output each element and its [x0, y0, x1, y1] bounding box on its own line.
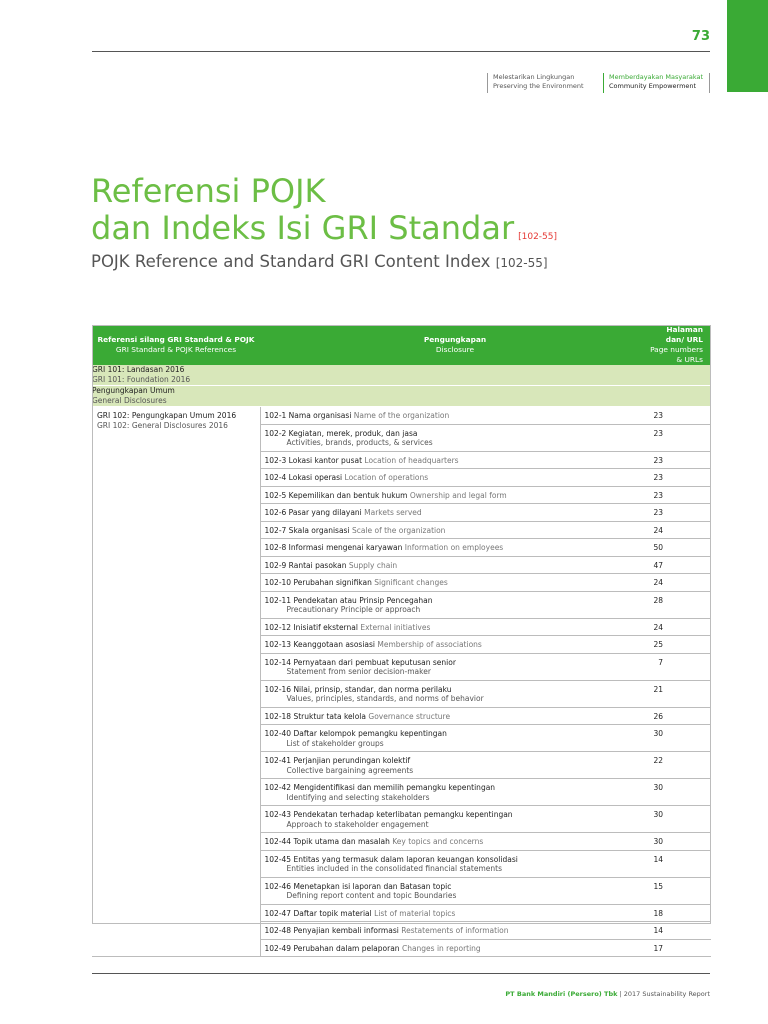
- page-reference: 22: [653, 756, 663, 765]
- page-reference: 50: [653, 543, 663, 552]
- disclosure-cell: [260, 850, 650, 877]
- disclosure-english: Identifying and selecting stakeholders: [286, 792, 430, 802]
- disclosure-code: 102-45 Entitas yang termasuk dalam laporan keuangan konsolidasi: [264, 854, 518, 864]
- page-number-cell: [650, 521, 711, 539]
- page-number-cell: [650, 539, 711, 557]
- header-pages-en: Page numbers & URLs: [650, 345, 703, 364]
- band-general-cell: [92, 386, 711, 407]
- disclosure-cell: [260, 636, 650, 654]
- bottom-divider: [92, 973, 710, 974]
- disclosure-code: 102-5 Kepemilikan dan bentuk hukum: [264, 490, 408, 500]
- header-disclosure-id: Pengungkapan: [423, 335, 487, 344]
- disclosure-english: Supply chain: [348, 560, 398, 570]
- header-references-id: Referensi silang GRI Standard & POJK: [97, 335, 255, 344]
- disclosure-cell: [260, 680, 650, 707]
- page-reference: 21: [653, 684, 663, 694]
- page-number-cell: [650, 850, 711, 877]
- disclosure-cell: [260, 424, 650, 451]
- disclosure-cell: [260, 752, 650, 779]
- disclosure-cell: [260, 779, 650, 806]
- page-reference: 14: [653, 926, 663, 935]
- disclosure-english: Membership of associations: [377, 640, 482, 649]
- disclosure-cell: [260, 591, 650, 618]
- table-row: [92, 407, 711, 425]
- disclosure-english: Precautionary Principle or approach: [286, 605, 421, 614]
- page-reference: 17: [653, 943, 663, 953]
- disclosure-code: 102-12 Inisiatif eksternal: [264, 622, 358, 632]
- page-reference: 30: [653, 810, 663, 819]
- page-footer: PT Bank Mandiri (Persero) Tbk | 2017 Sustainability Report: [505, 990, 710, 998]
- page-number-cell: [650, 469, 711, 487]
- page-reference: 23: [653, 473, 663, 482]
- band-foundation-cell: [92, 365, 711, 386]
- disclosure-code: 102-4 Lokasi operasi: [264, 473, 343, 482]
- disclosure-cell: [260, 556, 650, 574]
- title-line-2-text: dan Indeks Isi GRI Standar: [91, 209, 515, 247]
- footer-report: 2017 Sustainability Report: [623, 990, 710, 998]
- nav-section-community-id: Memberdayakan Masyarakat: [609, 73, 704, 81]
- page-reference: 14: [653, 854, 663, 864]
- disclosure-cell: [260, 618, 650, 636]
- page-reference: 24: [653, 622, 663, 632]
- disclosure-cell: [260, 451, 650, 469]
- page-number-cell: [650, 636, 711, 654]
- page-number-cell: [650, 939, 711, 957]
- header-disclosure-en: Disclosure: [435, 345, 475, 354]
- nav-section-environment-id: Melestarikan Lingkungan: [493, 73, 575, 81]
- page-number-cell: [650, 653, 711, 680]
- disclosure-code: 102-13 Keanggotaan asosiasi: [264, 640, 376, 649]
- disclosure-code: 102-1 Nama organisasi: [264, 411, 352, 420]
- page-number-cell: [650, 779, 711, 806]
- page-number-cell: [650, 556, 711, 574]
- disclosure-english: Restatements of information: [401, 926, 509, 935]
- disclosure-english: Location of headquarters: [364, 455, 459, 465]
- disclosure-english: Markets served: [364, 508, 422, 517]
- page-number-cell: [650, 833, 711, 851]
- top-divider: [92, 51, 710, 52]
- disclosure-code: 102-6 Pasar yang dilayani: [264, 508, 362, 517]
- disclosure-english: Values, principles, standards, and norms of behavior: [286, 694, 484, 703]
- table-header-row: [92, 325, 711, 365]
- disclosure-code: 102-42 Mengidentifikasi dan memilih pemangku kepentingan: [264, 783, 496, 792]
- disclosure-code: 102-48 Penyajian kembali informasi: [264, 926, 399, 935]
- page-number-cell: [650, 591, 711, 618]
- page-number-cell: [650, 451, 711, 469]
- disclosure-code: 102-18 Struktur tata kelola: [264, 711, 366, 721]
- disclosure-code: 102-46 Menetapkan isi laporan dan Batasan topic: [264, 881, 452, 891]
- page-number-cell: [650, 486, 711, 504]
- title-line-2: [91, 210, 557, 256]
- band-foundation-id: GRI 101: Landasan 2016: [92, 365, 185, 374]
- disclosure-cell: [260, 725, 650, 752]
- page-reference: 18: [653, 908, 663, 918]
- disclosure-english: Entities included in the consolidated financial statements: [286, 864, 502, 873]
- disclosure-cell: [260, 939, 650, 957]
- page-reference: 23: [653, 428, 663, 438]
- page-reference: 23: [653, 411, 663, 420]
- group-label-en: GRI 102: General Disclosures 2016: [97, 421, 228, 430]
- disclosure-code: 102-3 Lokasi kantor pusat: [264, 455, 363, 465]
- band-general-id: Pengungkapan Umum: [92, 386, 175, 395]
- page-number-cell: [650, 504, 711, 522]
- disclosure-cell: [260, 521, 650, 539]
- page-reference: 30: [653, 729, 663, 738]
- disclosure-code: 102-49 Perubahan dalam pelaporan: [264, 943, 400, 953]
- disclosure-english: Approach to stakeholder engagement: [286, 819, 429, 829]
- nav-section-community-en: Community Empowerment: [609, 82, 697, 90]
- band-general-en: General Disclosures: [92, 396, 167, 405]
- page-reference: 25: [653, 640, 663, 649]
- page-number-cell: [650, 904, 711, 922]
- disclosure-cell: [260, 707, 650, 725]
- page-reference: 15: [653, 881, 663, 891]
- disclosure-english: Scale of the organization: [351, 525, 446, 535]
- header-pages: [650, 325, 711, 365]
- group-label-id: GRI 102: Pengungkapan Umum 2016: [97, 411, 237, 420]
- disclosure-english: Significant changes: [374, 578, 448, 587]
- page-reference: 23: [653, 455, 663, 465]
- disclosure-english: Information on employees: [404, 543, 504, 552]
- disclosure-english: Changes in reporting: [401, 943, 481, 953]
- page-number-cell: [650, 680, 711, 707]
- page-reference: 30: [653, 783, 663, 792]
- band-row-foundation: [92, 365, 711, 386]
- disclosure-code: 102-44 Topik utama dan masalah: [264, 837, 390, 846]
- disclosure-code: 102-9 Rantai pasokan: [264, 560, 347, 570]
- disclosure-english: External initiatives: [360, 622, 431, 632]
- nav-section-environment[interactable]: [487, 73, 601, 93]
- disclosure-cell: [260, 653, 650, 680]
- page-reference: 23: [653, 508, 663, 517]
- gri-content-index-table: [92, 325, 711, 957]
- page-number-cell: [650, 725, 711, 752]
- footer-company: PT Bank Mandiri (Persero) Tbk: [505, 990, 618, 998]
- disclosure-code: 102-8 Informasi mengenai karyawan: [264, 543, 403, 552]
- disclosure-code: 102-43 Pendekatan terhadap keterlibatan pemangku kepentingan: [264, 810, 513, 819]
- page-number: 73: [691, 29, 710, 44]
- green-page-tab: [727, 0, 768, 92]
- disclosure-cell: [260, 574, 650, 592]
- disclosure-cell: [260, 539, 650, 557]
- disclosure-cell: [260, 407, 650, 425]
- disclosure-code: 102-7 Skala organisasi: [264, 525, 350, 535]
- disclosure-cell: [260, 504, 650, 522]
- disclosure-cell: [260, 877, 650, 904]
- disclosure-english: List of material topics: [374, 908, 456, 918]
- disclosure-cell: [260, 469, 650, 487]
- disclosure-cell: [260, 833, 650, 851]
- disclosure-code: 102-14 Pernyataan dari pembuat keputusan senior: [264, 657, 456, 667]
- disclosure-code: 102-41 Perjanjian perundingan kolektif: [264, 756, 411, 765]
- page-number-cell: [650, 707, 711, 725]
- group-label-cell: [92, 407, 260, 957]
- disclosure-english: Location of operations: [344, 473, 429, 482]
- disclosure-english: Ownership and legal form: [409, 490, 507, 500]
- disclosure-code: 102-47 Daftar topik material: [264, 908, 372, 918]
- page-number-cell: [650, 922, 711, 940]
- page-reference: 7: [658, 657, 663, 667]
- header-disclosure: [260, 325, 650, 365]
- page-reference: 26: [653, 711, 663, 721]
- nav-section-environment-en: Preserving the Environment: [493, 82, 584, 90]
- nav-section-community[interactable]: [603, 73, 710, 93]
- disclosure-english: Name of the organization: [353, 411, 450, 420]
- disclosure-english: Key topics and concerns: [392, 837, 484, 846]
- page-reference: 23: [653, 490, 663, 500]
- disclosure-english: List of stakeholder groups: [286, 738, 384, 748]
- header-pages-id: Halaman dan/ URL: [665, 325, 703, 344]
- subtitle-text: POJK Reference and Standard GRI Content Index: [91, 252, 491, 271]
- disclosure-code: 102-11 Pendekatan atau Prinsip Pencegahan: [264, 595, 433, 605]
- disclosure-english: Activities, brands, products, & services: [286, 438, 433, 447]
- title-gri-reference: [102-55]: [518, 232, 558, 242]
- disclosure-code: 102-2 Kegiatan, merek, produk, dan jasa: [264, 428, 418, 438]
- band-row-general-disclosures: [92, 386, 711, 407]
- disclosure-cell: [260, 904, 650, 922]
- disclosure-cell: [260, 806, 650, 833]
- page-number-cell: [650, 752, 711, 779]
- page-number-cell: [650, 407, 711, 425]
- page-title: [91, 173, 557, 256]
- page-number-cell: [650, 424, 711, 451]
- page-subtitle: [91, 252, 548, 271]
- disclosure-cell: [260, 922, 650, 940]
- band-foundation-en: GRI 101: Foundation 2016: [92, 375, 191, 384]
- page-number-cell: [650, 574, 711, 592]
- disclosure-english: Statement from senior decision-maker: [286, 667, 431, 676]
- page-reference: 24: [653, 525, 663, 535]
- disclosure-code: 102-16 Nilai, prinsip, standar, dan norma perilaku: [264, 684, 452, 694]
- disclosure-code: 102-10 Perubahan signifikan: [264, 578, 372, 587]
- disclosure-code: 102-40 Daftar kelompok pemangku kepentingan: [264, 729, 447, 738]
- disclosure-english: Governance structure: [368, 711, 451, 721]
- title-line-1: Referensi POJK: [91, 172, 326, 210]
- page-reference: 28: [653, 595, 663, 605]
- subtitle-gri-reference: [102-55]: [495, 256, 548, 270]
- page-reference: 30: [653, 837, 663, 846]
- page-reference: 47: [653, 560, 663, 570]
- header-references-en: GRI Standard & POJK References: [115, 345, 237, 354]
- page-number-cell: [650, 806, 711, 833]
- header-references: [92, 325, 260, 365]
- page-number-cell: [650, 618, 711, 636]
- page-number-cell: [650, 877, 711, 904]
- disclosure-cell: [260, 486, 650, 504]
- page-reference: 24: [653, 578, 663, 587]
- disclosure-english: Collective bargaining agreements: [286, 765, 414, 775]
- disclosure-english: Defining report content and topic Boundaries: [286, 891, 457, 900]
